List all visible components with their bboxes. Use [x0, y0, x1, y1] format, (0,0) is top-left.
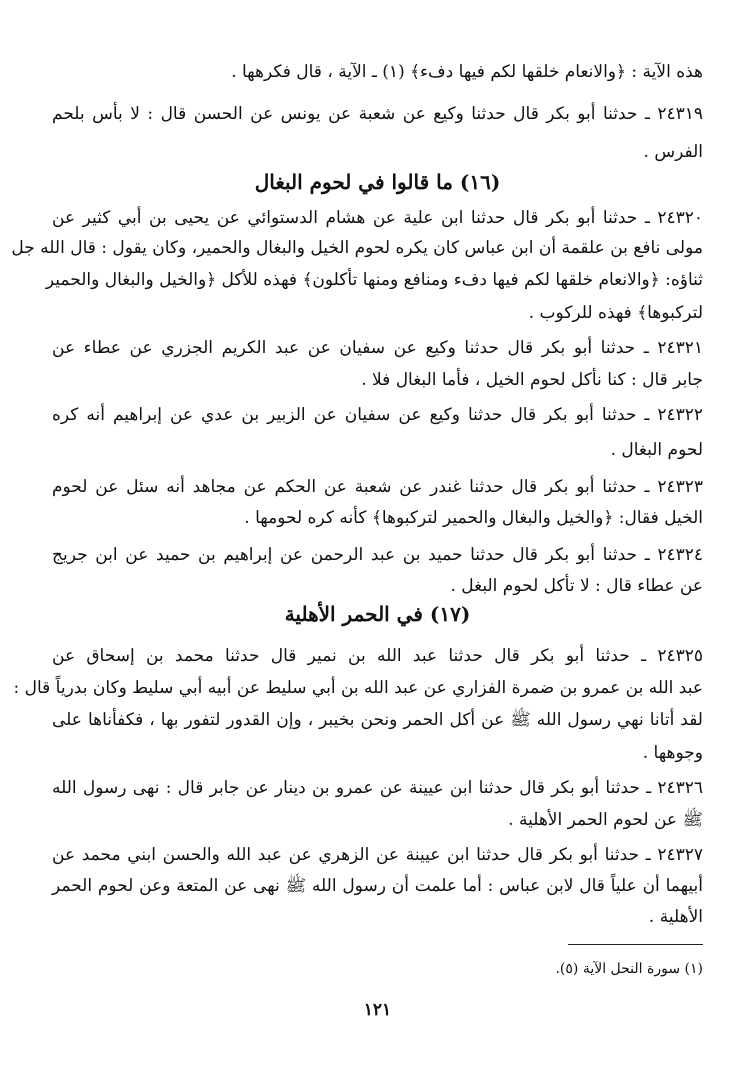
text-line: جابر قال : كنا نأكل لحوم الخيل ، فأما البغال فلا . — [361, 370, 703, 390]
hadith-24327: ٢٤٣٢٧ ـ حدثنا أبو بكر قال حدثنا ابن عيينة عن الزهري عن عبد الله والحسن ابني محمد عن — [52, 845, 703, 865]
hadith-24322: ٢٤٣٢٢ ـ حدثنا أبو بكر قال حدثنا وكيع عن سفيان عن الزبير بن عدي عن إبراهيم أنه كره — [52, 405, 703, 425]
hadith-24319: ٢٤٣١٩ ـ حدثنا أبو بكر قال حدثنا وكيع عن شعبة عن يونس عن الحسن قال : لا بأس بلحم — [52, 104, 703, 124]
footnote: (١) سورة النحل الآية (٥). — [555, 961, 703, 977]
hadith-24323: ٢٤٣٢٣ ـ حدثنا أبو بكر قال حدثنا غندر عن شعبة عن الحكم عن مجاهد أنه سئل عن لحوم — [52, 477, 703, 497]
section-heading-17: (١٧) في الحمر الأهلية — [284, 602, 471, 626]
text-line: وجوهها . — [642, 743, 703, 763]
footnote-divider — [568, 944, 703, 945]
text-line: مولى نافع بن علقمة أن ابن عباس كان يكره لحوم الخيل والبغال والحمير، وكان يقول : قال الله جل — [11, 238, 703, 258]
text-line: ثناؤه: ﴿والانعام خلقها لكم فيها دفء ومنافع ومنها تأكلون﴾ فهذه للأكل ﴿والخيل والبغال والحمير — [45, 270, 703, 290]
text-line: ﷺ عن لحوم الحمر الأهلية . — [508, 810, 703, 830]
hadith-24321: ٢٤٣٢١ ـ حدثنا أبو بكر قال حدثنا وكيع عن سفيان عن عبد الكريم الجزري عن عطاء عن — [52, 338, 703, 358]
hadith-24325: ٢٤٣٢٥ ـ حدثنا أبو بكر قال حدثنا عبد الله بن نمير قال حدثنا محمد بن إسحاق عن — [52, 646, 703, 666]
text-line: هذه الآية : ﴿والانعام خلقها لكم فيها دفء﴾ (١) ـ الآية ، قال فكرهها . — [231, 62, 703, 82]
text-line: الخيل فقال: ﴿والخيل والبغال والحمير لتركبوها﴾ كأنه كره لحومها . — [244, 508, 703, 528]
hadith-24320: ٢٤٣٢٠ ـ حدثنا أبو بكر قال حدثنا ابن علية عن هشام الدستوائي عن يحيى بن أبي كثير عن — [52, 208, 703, 228]
text-line: لقد أتانا نهي رسول الله ﷺ عن أكل الحمر ونحن بخيبر ، وإن القدور لتفور بها ، فكفأناها على — [52, 710, 703, 730]
text-line: عن عطاء قال : لا تأكل لحوم البغل . — [450, 576, 703, 596]
text-line: عبد الله بن عمرو بن ضمرة الفزاري عن عبد الله بن أبي سليط عن أبيه أبي سليط وكان بدرياً قال : — [13, 678, 703, 698]
text-line: أبيهما أن علياً قال لابن عباس : أما علمت أن رسول الله ﷺ نهى عن المتعة وعن لحوم الحمر — [52, 876, 703, 896]
text-line: لحوم البغال . — [610, 440, 703, 460]
text-line: الفرس . — [643, 142, 703, 162]
hadith-24326: ٢٤٣٢٦ ـ حدثنا أبو بكر قال حدثنا ابن عيينة عن عمرو بن دينار عن جابر قال : نهى رسول الله — [52, 778, 703, 798]
section-heading-16: (١٦) ما قالوا في لحوم البغال — [254, 170, 501, 194]
text-line: لتركبوها﴾ فهذه للركوب . — [528, 303, 703, 323]
hadith-24324: ٢٤٣٢٤ ـ حدثنا أبو بكر قال حدثنا حميد بن عبد الرحمن عن إبراهيم بن حميد عن ابن جريج — [52, 545, 703, 565]
text-line: الأهلية . — [648, 907, 703, 927]
page-number: ١٢١ — [363, 1000, 392, 1020]
